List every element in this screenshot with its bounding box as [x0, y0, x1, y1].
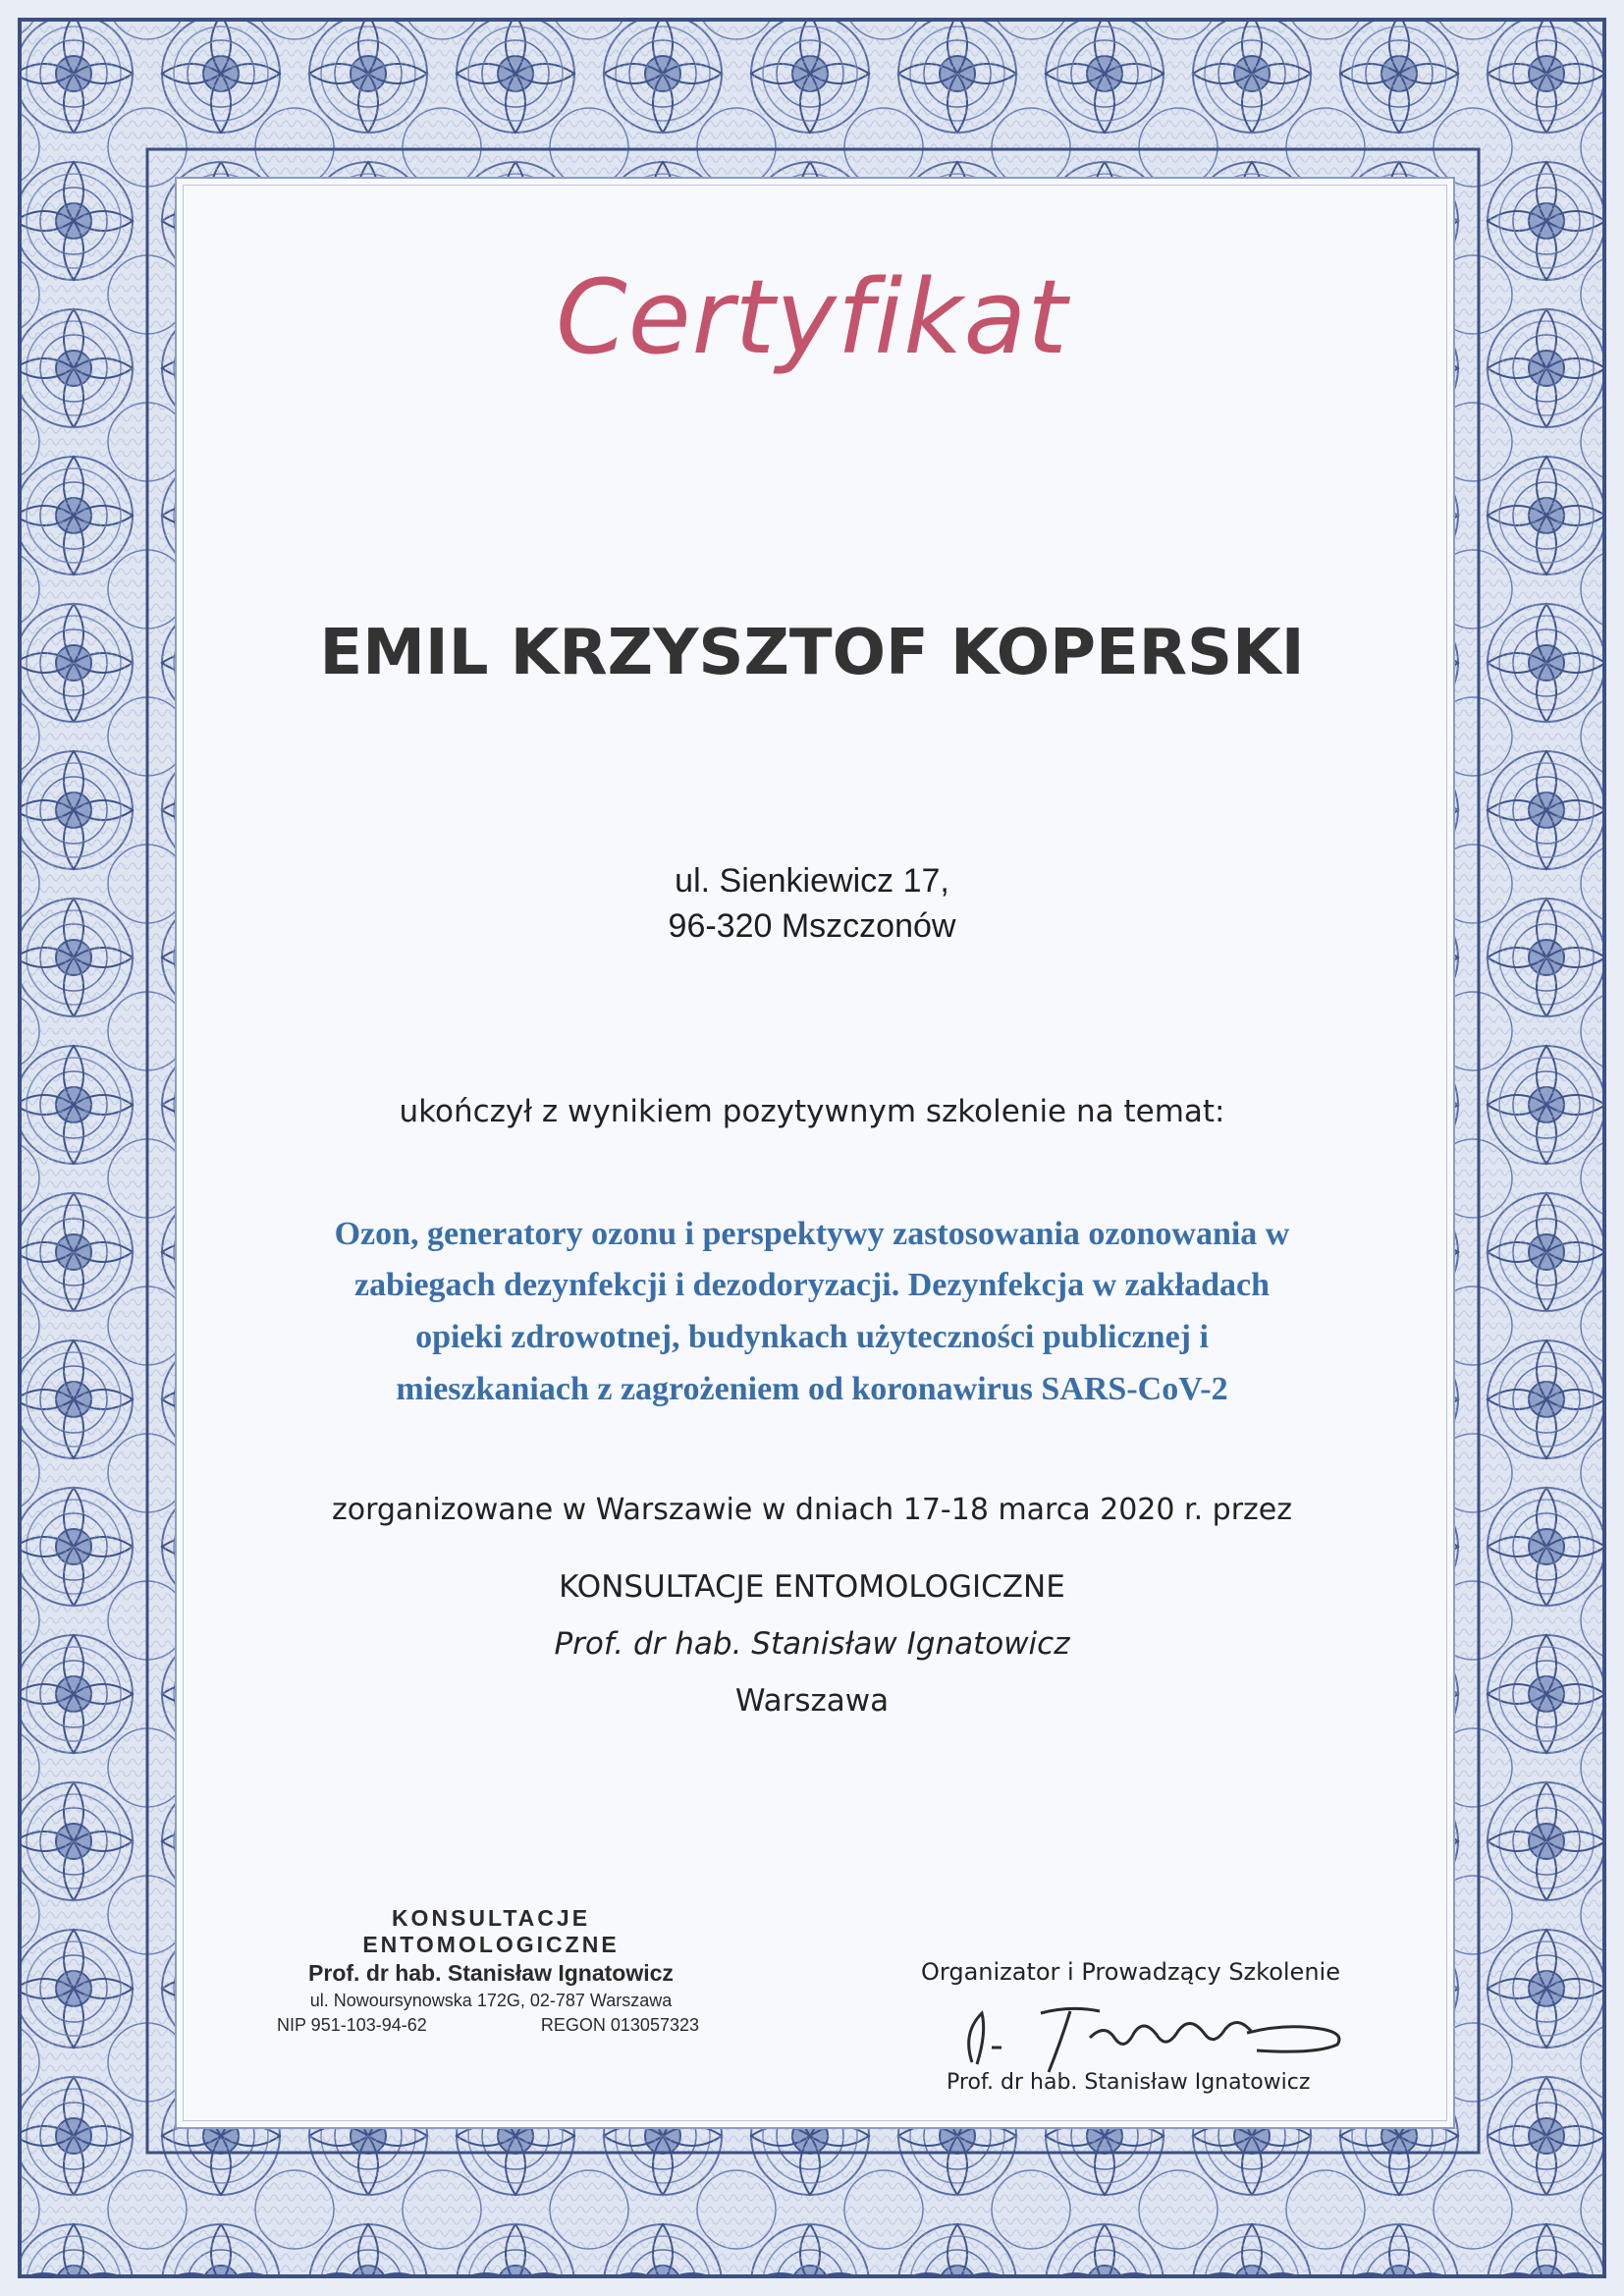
certificate-sheet: [175, 177, 1455, 2129]
certificate-title: Certyfikat: [556, 257, 1068, 377]
organization-statement: zorganizowane w Warszawie w dniach 17-18 marca 2020 r. przez: [331, 1493, 1293, 1527]
recipient-address-city: 96-320 Mszczonów: [668, 907, 956, 945]
signature-name: Prof. dr hab. Stanisław Ignatowicz: [947, 2070, 1311, 2095]
handwritten-signature: [933, 1994, 1365, 2082]
organizer-name: KONSULTACJE ENTOMOLOGICZNE: [559, 1569, 1065, 1605]
stamp-company: KONSULTACJE ENTOMOLOGICZNE: [362, 1905, 620, 1957]
organizer-city: Warszawa: [734, 1683, 890, 1719]
organizer-professor: Prof. dr hab. Stanisław Ignatowicz: [554, 1626, 1070, 1662]
stamp-registry: [275, 2015, 707, 2036]
recipient-name: EMIL KRZYSZTOF KOPERSKI: [319, 617, 1305, 689]
completion-statement: ukończył z wynikiem pozytywnym szkolenie na temat:: [399, 1094, 1225, 1129]
organizer-stamp: [275, 1905, 707, 2036]
signature-role: Organizator i Prowadzący Szkolenie: [921, 1958, 1340, 1986]
stamp-person: Prof. dr hab. Stanisław Ignatowicz: [308, 1960, 674, 1986]
stamp-address: ul. Nowoursynowska 172G, 02-787 Warszawa: [309, 1991, 673, 2010]
training-topic-line: mieszkaniach z zagrożeniem od koronawirus SARS-CoV-2: [396, 1371, 1228, 1407]
stamp-regon: REGON 013057323: [540, 2015, 699, 2035]
stamp-nip: NIP 951-103-94-62: [277, 2015, 427, 2035]
training-topic-line: zabiegach dezynfekcji i dezodoryzacji. Dezynfekcja w zakładach: [354, 1267, 1270, 1303]
training-topic-line: opieki zdrowotnej, budynkach użyteczności publicznej i: [415, 1319, 1209, 1355]
recipient-address-street: ul. Sienkiewicz 17,: [675, 862, 949, 900]
training-topic-line: Ozon, generatory ozonu i perspektywy zastosowania ozonowania w: [334, 1216, 1290, 1252]
